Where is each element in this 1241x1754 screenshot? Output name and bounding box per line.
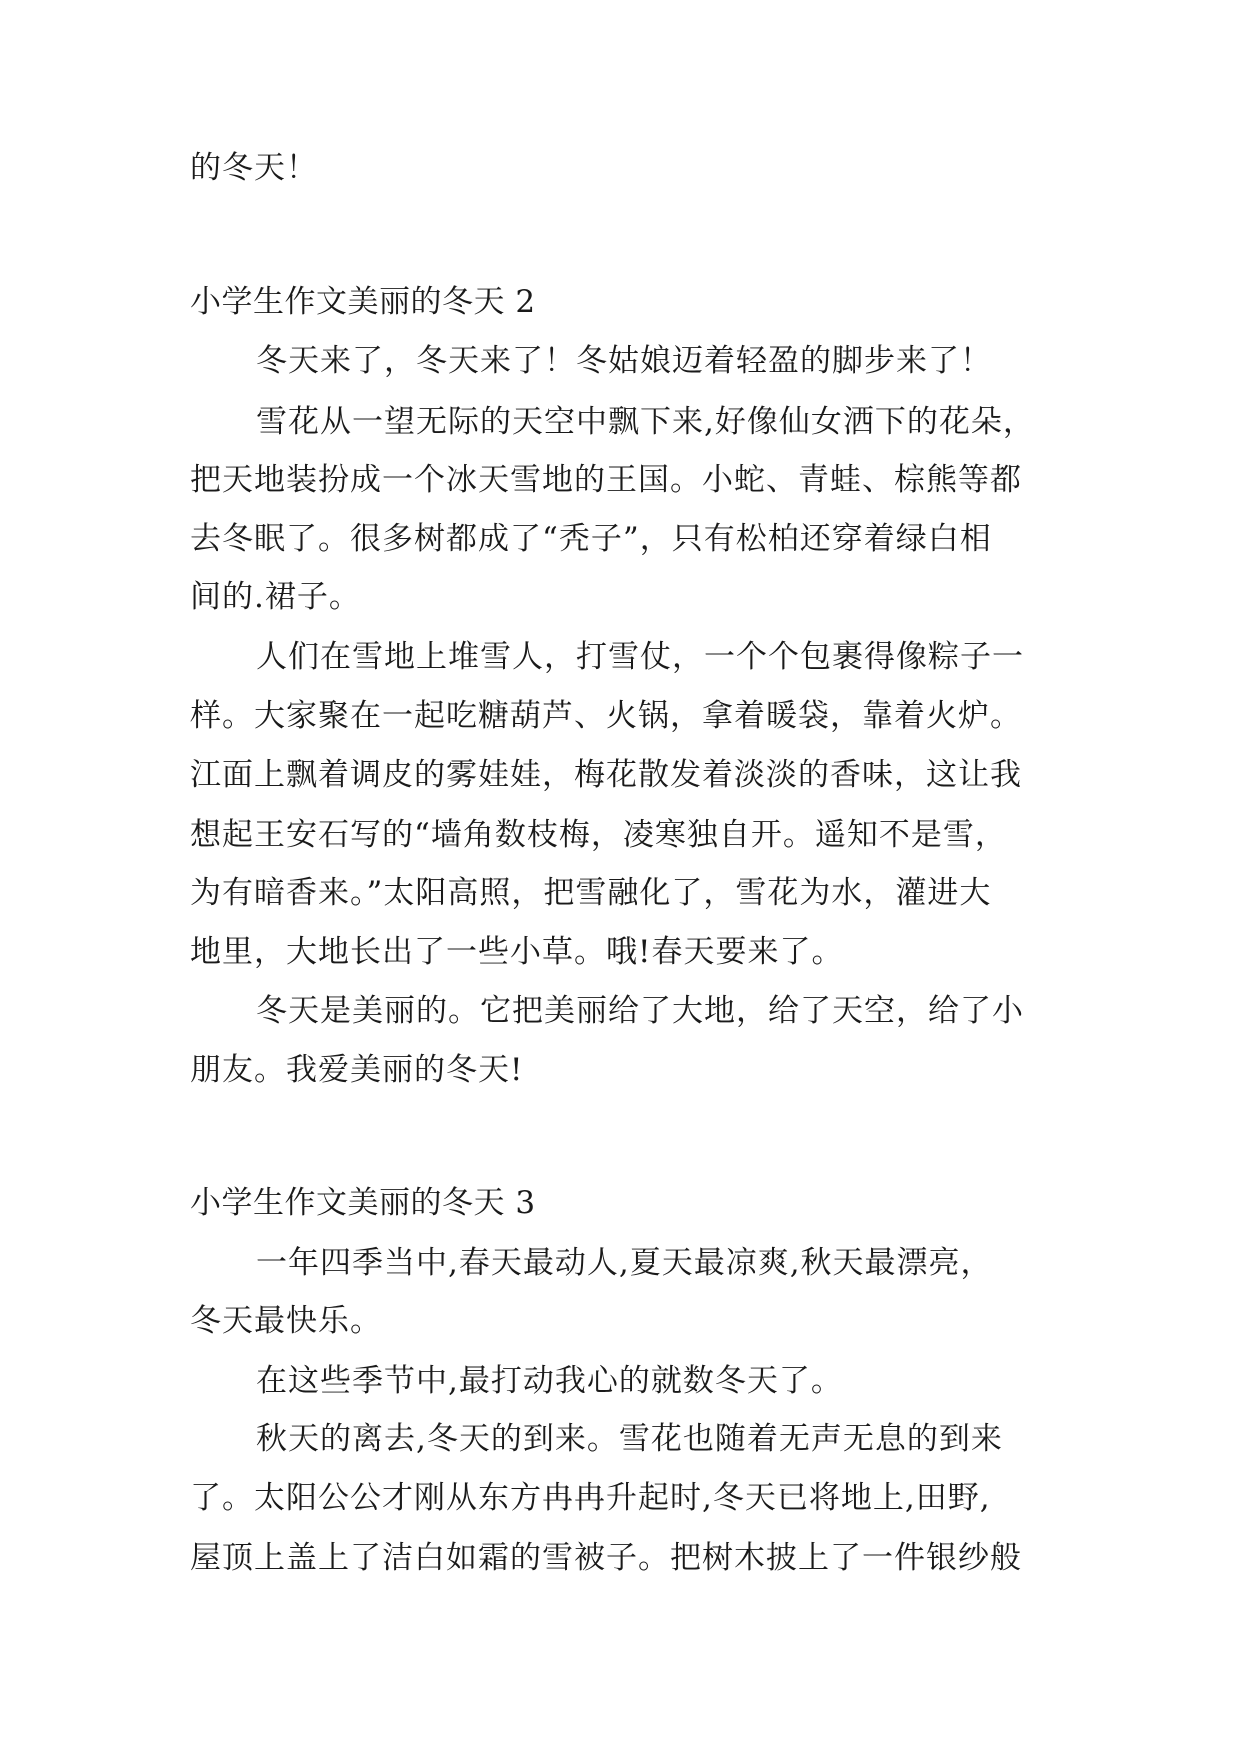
text-line: 在这些季节中,最打动我心的就数冬天了。 [256,1363,843,1399]
text-line: 秋天的离去,冬天的到来。雪花也随着无声无息的到来 [256,1421,1003,1457]
text-line: 人们在雪地上堆雪人，打雪仗，一个个包裹得像粽子一 [256,639,1024,675]
text-line: 把天地装扮成一个冰天雪地的王国。小蛇、青蛙、棕熊等都 [190,462,1022,498]
text-line: 屋顶上盖上了洁白如霜的雪被子。把树木披上了一件银纱般 [190,1540,1022,1576]
text-line: 冬天是美丽的。它把美丽给了大地，给了天空，给了小 [256,993,1024,1029]
text-line: 为有暗香来。”太阳高照，把雪融化了，雪花为水，灌进大 [190,875,992,911]
text-line: 去冬眠了。很多树都成了“秃子”，只有松柏还穿着绿白相 [190,521,992,557]
text-line: 地里，大地长出了一些小草。哦!春天要来了。 [190,934,844,970]
text-line: 样。大家聚在一起吃糖葫芦、火锅，拿着暖袋，靠着火炉。 [190,698,1022,734]
text-line: 朋友。我爱美丽的冬天! [190,1052,524,1088]
text-line: 了。太阳公公才刚从东方冉冉升起时,冬天已将地上,田野, [190,1480,991,1516]
text-line: 一年四季当中,春天最动人,夏天最凉爽,秋天最漂亮， [256,1245,993,1281]
text-line: 想起王安石写的“墙角数枝梅，凌寒独自开。遥知不是雪， [190,817,1007,853]
text-line: 的冬天！ [190,150,318,186]
essay-title: 小学生作文美丽的冬天 3 [190,1185,536,1221]
text-line: 冬天来了，冬天来了！冬姑娘迈着轻盈的脚步来了！ [256,343,992,379]
text-line: 雪花从一望无际的天空中飘下来,好像仙女洒下的花朵， [256,404,1035,440]
essay-title: 小学生作文美丽的冬天 2 [190,284,536,320]
text-line: 间的.裙子。 [190,579,361,615]
text-line: 冬天最快乐。 [190,1303,382,1339]
text-line: 江面上飘着调皮的雾娃娃，梅花散发着淡淡的香味，这让我 [190,757,1022,793]
